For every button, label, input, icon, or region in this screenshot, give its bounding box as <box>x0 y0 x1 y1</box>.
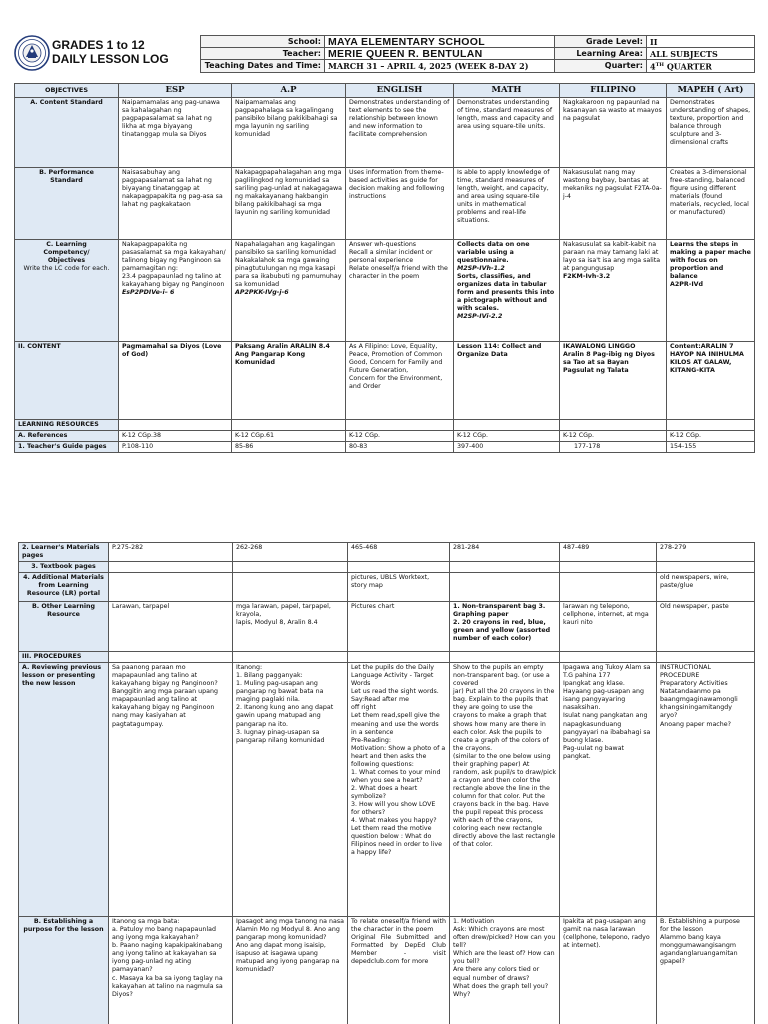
col-english: ENGLISH <box>346 84 454 98</box>
grade-value: II <box>647 36 755 48</box>
cell-mapeh: INSTRUCTIONAL PROCEDURE Preparatory Activities Natatandaanmo pa baangmgaginawamongli khangsiningamitangdy aryo? Anoang paper mache? <box>657 663 755 917</box>
row-label-learning-competency <box>15 239 119 341</box>
table-row <box>19 917 755 1024</box>
cell-math <box>454 239 560 341</box>
row-label-establishing-purpose: B. Establishing a purpose for the lesson <box>19 917 109 1024</box>
cell-english: As A Filipino: Love, Equality, Peace, Promotion of Common Good, Concern for Family and Future Generation, Concern for the Environment, and Order <box>346 341 454 419</box>
cell-mapeh: 154-155 <box>667 441 755 452</box>
teacher-value: MERIE QUEEN R. BENTULAN <box>325 48 555 60</box>
procedures-table <box>18 542 755 1024</box>
cell-ap: 85-86 <box>232 441 346 452</box>
cell-english: Uses information from theme-based activities as guide for decision making and following instructions <box>346 167 454 239</box>
cell-mapeh: B. Establishing a purpose for the lesson Alammo bang kaya monggumawangisangm agandanglaruangamitan gpapel? <box>657 917 755 1024</box>
cell-ap: Naipamamalas ang pagpapahalaga sa kagalingang pansibiko bilang pakikibahagi sa mga layunin ng sariling komunidad <box>232 97 346 167</box>
lc-code: AP2PKK-IVg-j-6 <box>235 289 289 297</box>
area-label: Learning Area: <box>555 48 647 60</box>
cell-english: 80-83 <box>346 441 454 452</box>
document-title <box>52 38 169 66</box>
cell-esp: Itanong sa mga bata: a. Patuloy mo bang napapaunlad ang iyong mga kakayahan? b. Paano naging kapakipakinabang ang iyong talino at kakayahan sa iyong pag-unlad ng ating pamayanan? c. Masaya ka ba sa iyong taglay na kakayahan at talino na nagmula sa Diyos? <box>109 917 233 1024</box>
cell-esp: Naisasabuhay ang pagpapasalamat sa lahat ng biyayang tinatanggap at nakapagpapakita ng pag-asa sa lahat ng pagkakataon <box>119 167 232 239</box>
learning-resources-heading: LEARNING RESOURCES <box>15 419 119 430</box>
cell-text-extra: Sorts, classifies, and organizes data in tabular form and presents this into a pictograph without and with scales. <box>457 273 555 313</box>
quarter-text: QUARTER <box>664 61 712 72</box>
cell-english: Pictures chart <box>348 602 450 652</box>
cell-mapeh: old newspapers, wire, paste/glue <box>657 573 755 602</box>
cell-filipino: IKAWALONG LINGGO Aralin 8 Pag-ibig ng Diyos sa Tao at sa Bayan Pagsulat ng Talata <box>560 341 667 419</box>
cell-mapeh: 278-279 <box>657 543 755 562</box>
grade-label: Grade Level: <box>555 36 647 48</box>
cell-math <box>450 562 560 573</box>
cell-english: K-12 CGp. <box>346 430 454 441</box>
cell-mapeh: Creates a 3-dimensional free-standing, balanced figure using different materials (found materials, recycled, local or manufactured) <box>667 167 755 239</box>
cell-ap: Nakapagpapahalagahan ang mga paglilingkod ng komunidad sa sariling pag-unlad at nakagagawa ng makakayanang hakbangin bilang pakikibahagi sa mga layunin ng sariling komunidad <box>232 167 346 239</box>
row-label-reviewing: A. Reviewing previous lesson or presenting the new lesson <box>19 663 109 917</box>
cell-esp: P.275-282 <box>109 543 233 562</box>
row-label-content: II. CONTENT <box>15 341 119 419</box>
cell-esp: K-12 CGp.38 <box>119 430 232 441</box>
cell-esp <box>109 573 233 602</box>
cell-esp: Naipamamalas ang pag-unawa sa kahalagahan ng pagpapasalamat sa lahat ng likha at mga biyayang tinatanggap mula sa Diyos <box>119 97 232 167</box>
cell-esp: Pagmamahal sa Diyos (Love of God) <box>119 341 232 419</box>
table-row <box>15 419 755 430</box>
cell-math <box>450 573 560 602</box>
objectives-table <box>14 83 755 453</box>
cell-text: Collects data on one variable using a questionnaire. <box>457 240 530 264</box>
cell-mapeh: Old newspaper, paste <box>657 602 755 652</box>
cell-english: pictures, UBLS Worktext, story map <box>348 573 450 602</box>
table-row <box>19 652 755 663</box>
table-row <box>15 441 755 452</box>
cell-ap: Ipasagot ang mga tanong na nasa Alamin Mo ng Modyul 8. Ano ang pangarap mong komunidad? Ano ang dapat mong isaisip, isapuso at isagawa upang matupad ang iyong pangarap na komunidad? <box>233 917 348 1024</box>
cell-mapeh <box>667 239 755 341</box>
lc-code: A2PR-IVd <box>670 281 704 289</box>
cell-text: Nakasusulat sa kabit-kabit na paraan na may tamang laki at layo sa isa't isa ang mga salita at pangungusap <box>563 240 661 273</box>
table-row <box>19 663 755 917</box>
cell-filipino <box>560 239 667 341</box>
cell-esp <box>119 239 232 341</box>
dates-label: Teaching Dates and Time: <box>201 60 325 73</box>
table-row <box>15 239 755 341</box>
row-label-teachers-guide: 1. Teacher's Guide pages <box>15 441 119 452</box>
cell-mapeh: K-12 CGp. <box>667 430 755 441</box>
table-row <box>15 341 755 419</box>
row-label-content-standard: A. Content Standard <box>15 97 119 167</box>
quarter-number: 4 <box>650 61 656 72</box>
cell-filipino: Nagkakaroon ng papaunlad na kasanayan sa wasto at maayos na pagsulat <box>560 97 667 167</box>
col-math: MATH <box>454 84 560 98</box>
cell-filipino: Ipakita at pag-usapan ang gamit na nasa larawan (cellphone, telepono, radyo at internet). <box>560 917 657 1024</box>
cell-ap: K-12 CGp.61 <box>232 430 346 441</box>
cell-mapeh: Demonstrates understanding of shapes, texture, proportion and balance through sculpture and 3-dimensional crafts <box>667 97 755 167</box>
quarter-suffix: TH <box>655 62 665 68</box>
cell-english: Answer wh-questions Recall a similar incident or personal experience Relate oneself/a friend with the character in the poem <box>346 239 454 341</box>
col-esp: ESP <box>119 84 232 98</box>
quarter-value <box>647 60 755 73</box>
procedures-heading: III. PROCEDURES <box>19 652 109 663</box>
cell-ap: Paksang Aralin ARALIN 8.4 Ang Pangarap Kong Komunidad <box>232 341 346 419</box>
title-line-2: DAILY LESSON LOG <box>52 52 169 66</box>
cell-mapeh <box>657 562 755 573</box>
cell-filipino: K-12 CGp. <box>560 430 667 441</box>
cell-math: K-12 CGp. <box>454 430 560 441</box>
lc-code: M2SP-IVi-2.2 <box>457 313 503 321</box>
cell-ap <box>232 239 346 341</box>
cell-english: Demonstrates understanding of text elements to see the relationship between known and new information to facilitate comprehension <box>346 97 454 167</box>
cell-math: Demonstrates understanding of time, standard measures of length, mass and capacity and area using square-tile units. <box>454 97 560 167</box>
col-ap: A.P <box>232 84 346 98</box>
cell-english: Let the pupils do the Daily Language Activity - Target Words Let us read the sight words. Say:Read after me off right Let them read,spell give the meaning and use the words in a sentence Pre-Reading: Motivation: Show a photo of a heart and then asks the following questions: 1. What comes to your mind when you see a heart? 2. What does a heart symbolize? 3. How will you show LOVE for others? 4. What makes you happy? Let them read the motive question below : What do Filipinos need in order to live a happy life? <box>348 663 450 917</box>
cell-filipino: 487-489 <box>560 543 657 562</box>
cell-english: 465-468 <box>348 543 450 562</box>
table-row <box>15 167 755 239</box>
title-line-1: GRADES 1 to 12 <box>52 38 145 52</box>
table-row <box>19 562 755 573</box>
cell-filipino <box>560 573 657 602</box>
cell-math: 1. Motivation Ask: Which crayons are most often drew/picked? How can you tell? Which are the least of? How can you tell? Are there any colors tied or equal number of draws? What does the graph tell you? Why? <box>450 917 560 1024</box>
cell-ap: 262-268 <box>233 543 348 562</box>
row-label-note: Write the LC code for each. <box>23 265 110 273</box>
area-value: ALL SUBJECTS <box>647 48 755 60</box>
cell-filipino: Nakasusulat nang may wastong baybay, bantas at mekaniks ng pagsulat F2TA-0a-j-4 <box>560 167 667 239</box>
header-info-table <box>200 35 755 73</box>
table-row <box>19 573 755 602</box>
cell-ap: mga larawan, papel, tarpapel, krayola, lapis, Modyul 8, Aralin 8.4 <box>233 602 348 652</box>
cell-esp: P.108-110 <box>119 441 232 452</box>
lc-code: EsP2PDIVe-i– 6 <box>122 289 175 297</box>
row-label-other-resource: B. Other Learning Resource <box>19 602 109 652</box>
quarter-label: Quarter: <box>555 60 647 73</box>
col-filipino: FILIPINO <box>560 84 667 98</box>
table-row <box>15 97 755 167</box>
teacher-label: Teacher: <box>201 48 325 60</box>
table-row <box>19 543 755 562</box>
table-row <box>15 430 755 441</box>
cell-math: Show to the pupils an empty non-transparent bag. (or use a covered jar) Put all the 20 crayons in the bag. Explain to the pupils that they are going to use the crayons to make a graph that shows how many are there in each color. Ask the pupils to create a graph of the colors of the crayons. (similar to the one below using their graphing paper) At random, ask pupil/s to draw/pick a crayon and then color the rectangle above the line in the column for that color. Put the crayons back in the bag. Have the pupil repeat this process with each of the crayons, coloring each new rectangle directly above the last rectangle of that color. <box>450 663 560 917</box>
cell-text: Napahalagahan ang kagalingan pansibiko sa sariling komunidad Nakakalahok sa mga gawaing pinagtutulungan ng mga kasapi para sa ikabubuti ng pamumuhay sa komunidad <box>235 240 342 289</box>
cell-english <box>348 562 450 573</box>
school-value: MAYA ELEMENTARY SCHOOL <box>325 36 555 48</box>
cell-ap <box>233 573 348 602</box>
lc-code: M2SP-IVh-1.2 <box>457 265 505 273</box>
cell-text: Learns the steps in making a paper mache with focus on proportion and balance <box>670 240 751 281</box>
cell-esp: Sa paanong paraan mo mapapaunlad ang talino at kakayahang bigay ng Panginoon? Banggitin ang mga paraan upang mapapaunlad ang talino at kakayahang bigay ng Panginoon nang may kasiyahan at pagtatagumpay. <box>109 663 233 917</box>
cell-math: Lesson 114: Collect and Organize Data <box>454 341 560 419</box>
cell-english: To relate oneself/a friend with the character in the poem Original File Submitted and Formatted by DepEd Club Member - visit depedclub.com for more <box>348 917 450 1024</box>
cell-math: 1. Non-transparent bag 3. Graphing paper 2. 20 crayons in red, blue, green and yellow (assorted number of each color) <box>450 602 560 652</box>
cell-mapeh: Content:ARALIN 7 HAYOP NA INIHULMA KILOS AT GALAW, KITANG-KITA <box>667 341 755 419</box>
cell-math: Is able to apply knowledge of time, standard measures of length, weight, and capacity, and area using square-tile units in mathematical problems and real-life situations. <box>454 167 560 239</box>
row-label-references: A. References <box>15 430 119 441</box>
cell-filipino: larawan ng telepono, cellphone, internet, at mga kauri nito <box>560 602 657 652</box>
cell-filipino: Ipagawa ang Tukoy Alam sa T.G pahina 177 Ipangkat ang klase. Hayaang pag-usapan ang isang pangyayaring nasaksihan. Isulat nang pangkatan ang napagkasunduang pangyayari na ibabahagi sa buong klase. Pag-uulat ng bawat pangkat. <box>560 663 657 917</box>
school-label: School: <box>201 36 325 48</box>
lesson-log-header <box>14 35 754 73</box>
deped-seal-icon <box>14 35 50 71</box>
cell-filipino: 177-178 <box>560 441 667 452</box>
row-label-textbook: 3. Textbook pages <box>19 562 109 573</box>
row-label-performance-standard: B. Performance Standard <box>15 167 119 239</box>
row-label-learners-materials: 2. Learner's Materials pages <box>19 543 109 562</box>
cell-ap <box>233 562 348 573</box>
cell-filipino <box>560 562 657 573</box>
row-label-additional-materials: 4. Additional Materials from Learning Resource (LR) portal <box>19 573 109 602</box>
cell-text: Nakapagpapakita ng pasasalamat sa mga kakayahan/ talinong bigay ng Panginoon sa pamamagitan ng: 23.4 pagpapaunlad ng talino at kakayahang bigay ng Panginoon <box>122 240 226 289</box>
cell-esp: Larawan, tarpapel <box>109 602 233 652</box>
table-row <box>19 602 755 652</box>
row-label-text: C. Learning Competency/ Objectives <box>43 240 90 264</box>
lc-code: F2KM-Ivh-3.2 <box>563 273 611 281</box>
cell-esp <box>109 562 233 573</box>
col-mapeh: MAPEH ( Art) <box>667 84 755 98</box>
cell-math: 281-284 <box>450 543 560 562</box>
col-objectives: OBJECTIVES <box>15 84 119 98</box>
dates-value: MARCH 31 – APRIL 4, 2025 (WEEK 8-DAY 2) <box>325 60 555 73</box>
cell-ap: Itanong: 1. Bilang pagganyak: 1. Muling pag-usapan ang pangarap ng bawat bata na maging paglaki nila. 2. Itanong kung ano ang dapat gawin upang matupad ang pangarap na ito. 3. Iugnay pinag-usapan sa pangarap nilang komunidad <box>233 663 348 917</box>
cell-math: 397-400 <box>454 441 560 452</box>
